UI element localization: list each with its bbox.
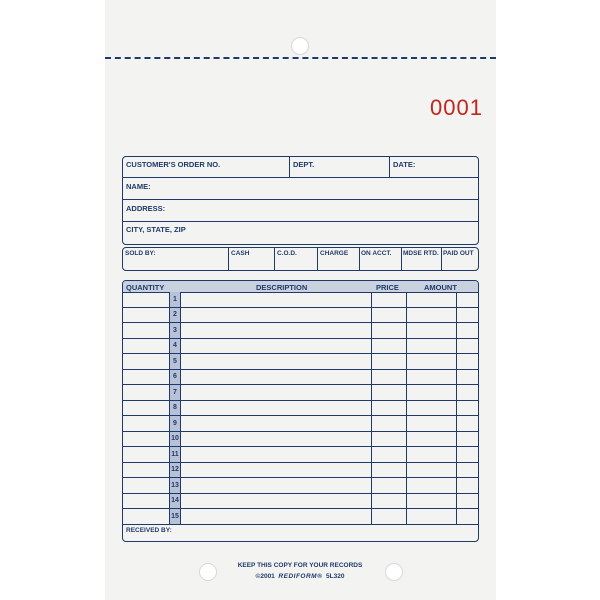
received-by-field[interactable]: RECEIVED BY:: [126, 527, 172, 534]
row-number-4: 4: [173, 342, 177, 349]
charge-checkbox[interactable]: CHARGE: [320, 250, 349, 257]
date-field[interactable]: DATE:: [393, 160, 416, 169]
row-number-1: 1: [173, 296, 177, 303]
row-number-3: 3: [173, 327, 177, 334]
row-number-14: 14: [171, 497, 179, 504]
row-number-2: 2: [173, 311, 177, 318]
price-header: PRICE: [376, 283, 399, 292]
cod-checkbox[interactable]: C.O.D.: [277, 250, 297, 257]
row-number-7: 7: [173, 389, 177, 396]
perforation-line: [105, 57, 496, 59]
row-number-15: 15: [171, 513, 179, 520]
row-number-11: 11: [171, 451, 179, 458]
copyright-year: ©2001: [255, 573, 275, 580]
punch-hole-top: [291, 37, 309, 55]
mdse-rtd-checkbox[interactable]: MDSE RTD.: [403, 250, 439, 257]
order-no-field[interactable]: CUSTOMER'S ORDER NO.: [126, 160, 221, 169]
quantity-header: QUANTITY: [126, 283, 165, 292]
row-number-10: 10: [171, 435, 179, 442]
items-table: [122, 280, 479, 542]
city-state-zip-field[interactable]: CITY, STATE, ZIP: [126, 225, 186, 234]
sale-type-box: [122, 247, 479, 271]
sold-by-field[interactable]: SOLD BY:: [125, 250, 156, 257]
on-acct-checkbox[interactable]: ON ACCT.: [361, 250, 392, 257]
row-number-13: 13: [171, 482, 179, 489]
dept-field[interactable]: DEPT.: [293, 160, 315, 169]
serial-number: 0001: [430, 95, 483, 120]
row-number-12: 12: [171, 466, 179, 473]
paid-out-checkbox[interactable]: PAID OUT: [443, 250, 474, 257]
copyright-line: [0, 573, 600, 580]
address-field[interactable]: ADDRESS:: [126, 204, 166, 213]
description-header: DESCRIPTION: [256, 283, 308, 292]
cash-checkbox[interactable]: CASH: [231, 250, 250, 257]
amount-header: AMOUNT: [424, 283, 457, 292]
brand-logo: REDIFORM®: [278, 573, 323, 580]
row-number-9: 9: [173, 420, 177, 427]
name-field[interactable]: NAME:: [126, 182, 151, 191]
row-number-6: 6: [173, 373, 177, 380]
customer-info-box: [122, 156, 479, 245]
row-number-8: 8: [173, 404, 177, 411]
row-number-5: 5: [173, 358, 177, 365]
keep-copy-note: KEEP THIS COPY FOR YOUR RECORDS: [237, 562, 363, 569]
form-number: 5L320: [326, 573, 345, 580]
